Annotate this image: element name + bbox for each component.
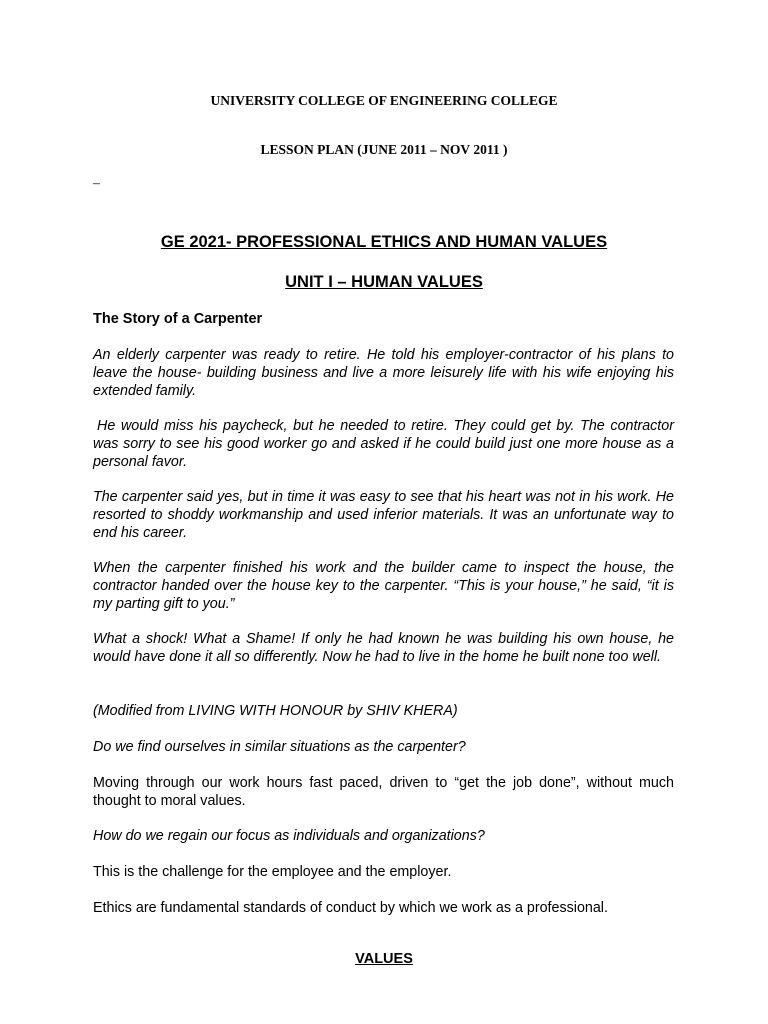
story-paragraph-3: The carpenter said yes, but in time it was easy to see that his heart was not in his work. He resorted to shoddy workmanship and used inferior materials. It was an unfortunate way to end his career. [93, 489, 674, 541]
question-1: Do we find ourselves in similar situations as the carpenter? [93, 739, 466, 755]
course-title: GE 2021- PROFESSIONAL ETHICS AND HUMAN VALUES [160, 233, 608, 251]
dash-mark: – [93, 176, 100, 191]
story-heading: The Story of a Carpenter [93, 311, 263, 327]
question-2: How do we regain our focus as individuals and organizations? [93, 828, 485, 844]
college-name-heading: UNIVERSITY COLLEGE OF ENGINEERING COLLEGE [210, 93, 558, 108]
source-citation: (Modified from LIVING WITH HONOUR by SHIV KHERA) [93, 703, 458, 719]
lesson-plan-heading: LESSON PLAN (JUNE 2011 – NOV 2011 ) [260, 142, 508, 157]
story-paragraph-1: An elderly carpenter was ready to retire. He told his employer-contractor of his plans to leave the house- building business and live a more leisurely life with his wife enjoying his extended family. [93, 347, 674, 399]
unit-title: UNIT I – HUMAN VALUES [285, 273, 483, 291]
ethics-definition-paragraph: Ethics are fundamental standards of conduct by which we work as a professional. [93, 900, 608, 916]
story-paragraph-2: He would miss his paycheck, but he needed to retire. They could get by. The contractor was sorry to see his good worker go and asked if he could build just one more house as a personal favor. [93, 418, 674, 470]
story-paragraph-4: When the carpenter finished his work and the builder came to inspect the house, the contractor handed over the house key to the carpenter. “This is your house,” he said, “it is my parting gift to you.” [93, 560, 674, 612]
work-hours-paragraph: Moving through our work hours fast paced, driven to “get the job done”, without much thought to moral values. [93, 775, 674, 809]
story-paragraph-5: What a shock! What a Shame! If only he had known he was building his own house, he would have done it all so differently. Now he had to live in the home he built none too well. [93, 631, 674, 665]
values-heading: VALUES [355, 951, 413, 967]
challenge-paragraph: This is the challenge for the employee and the employer. [93, 864, 452, 880]
